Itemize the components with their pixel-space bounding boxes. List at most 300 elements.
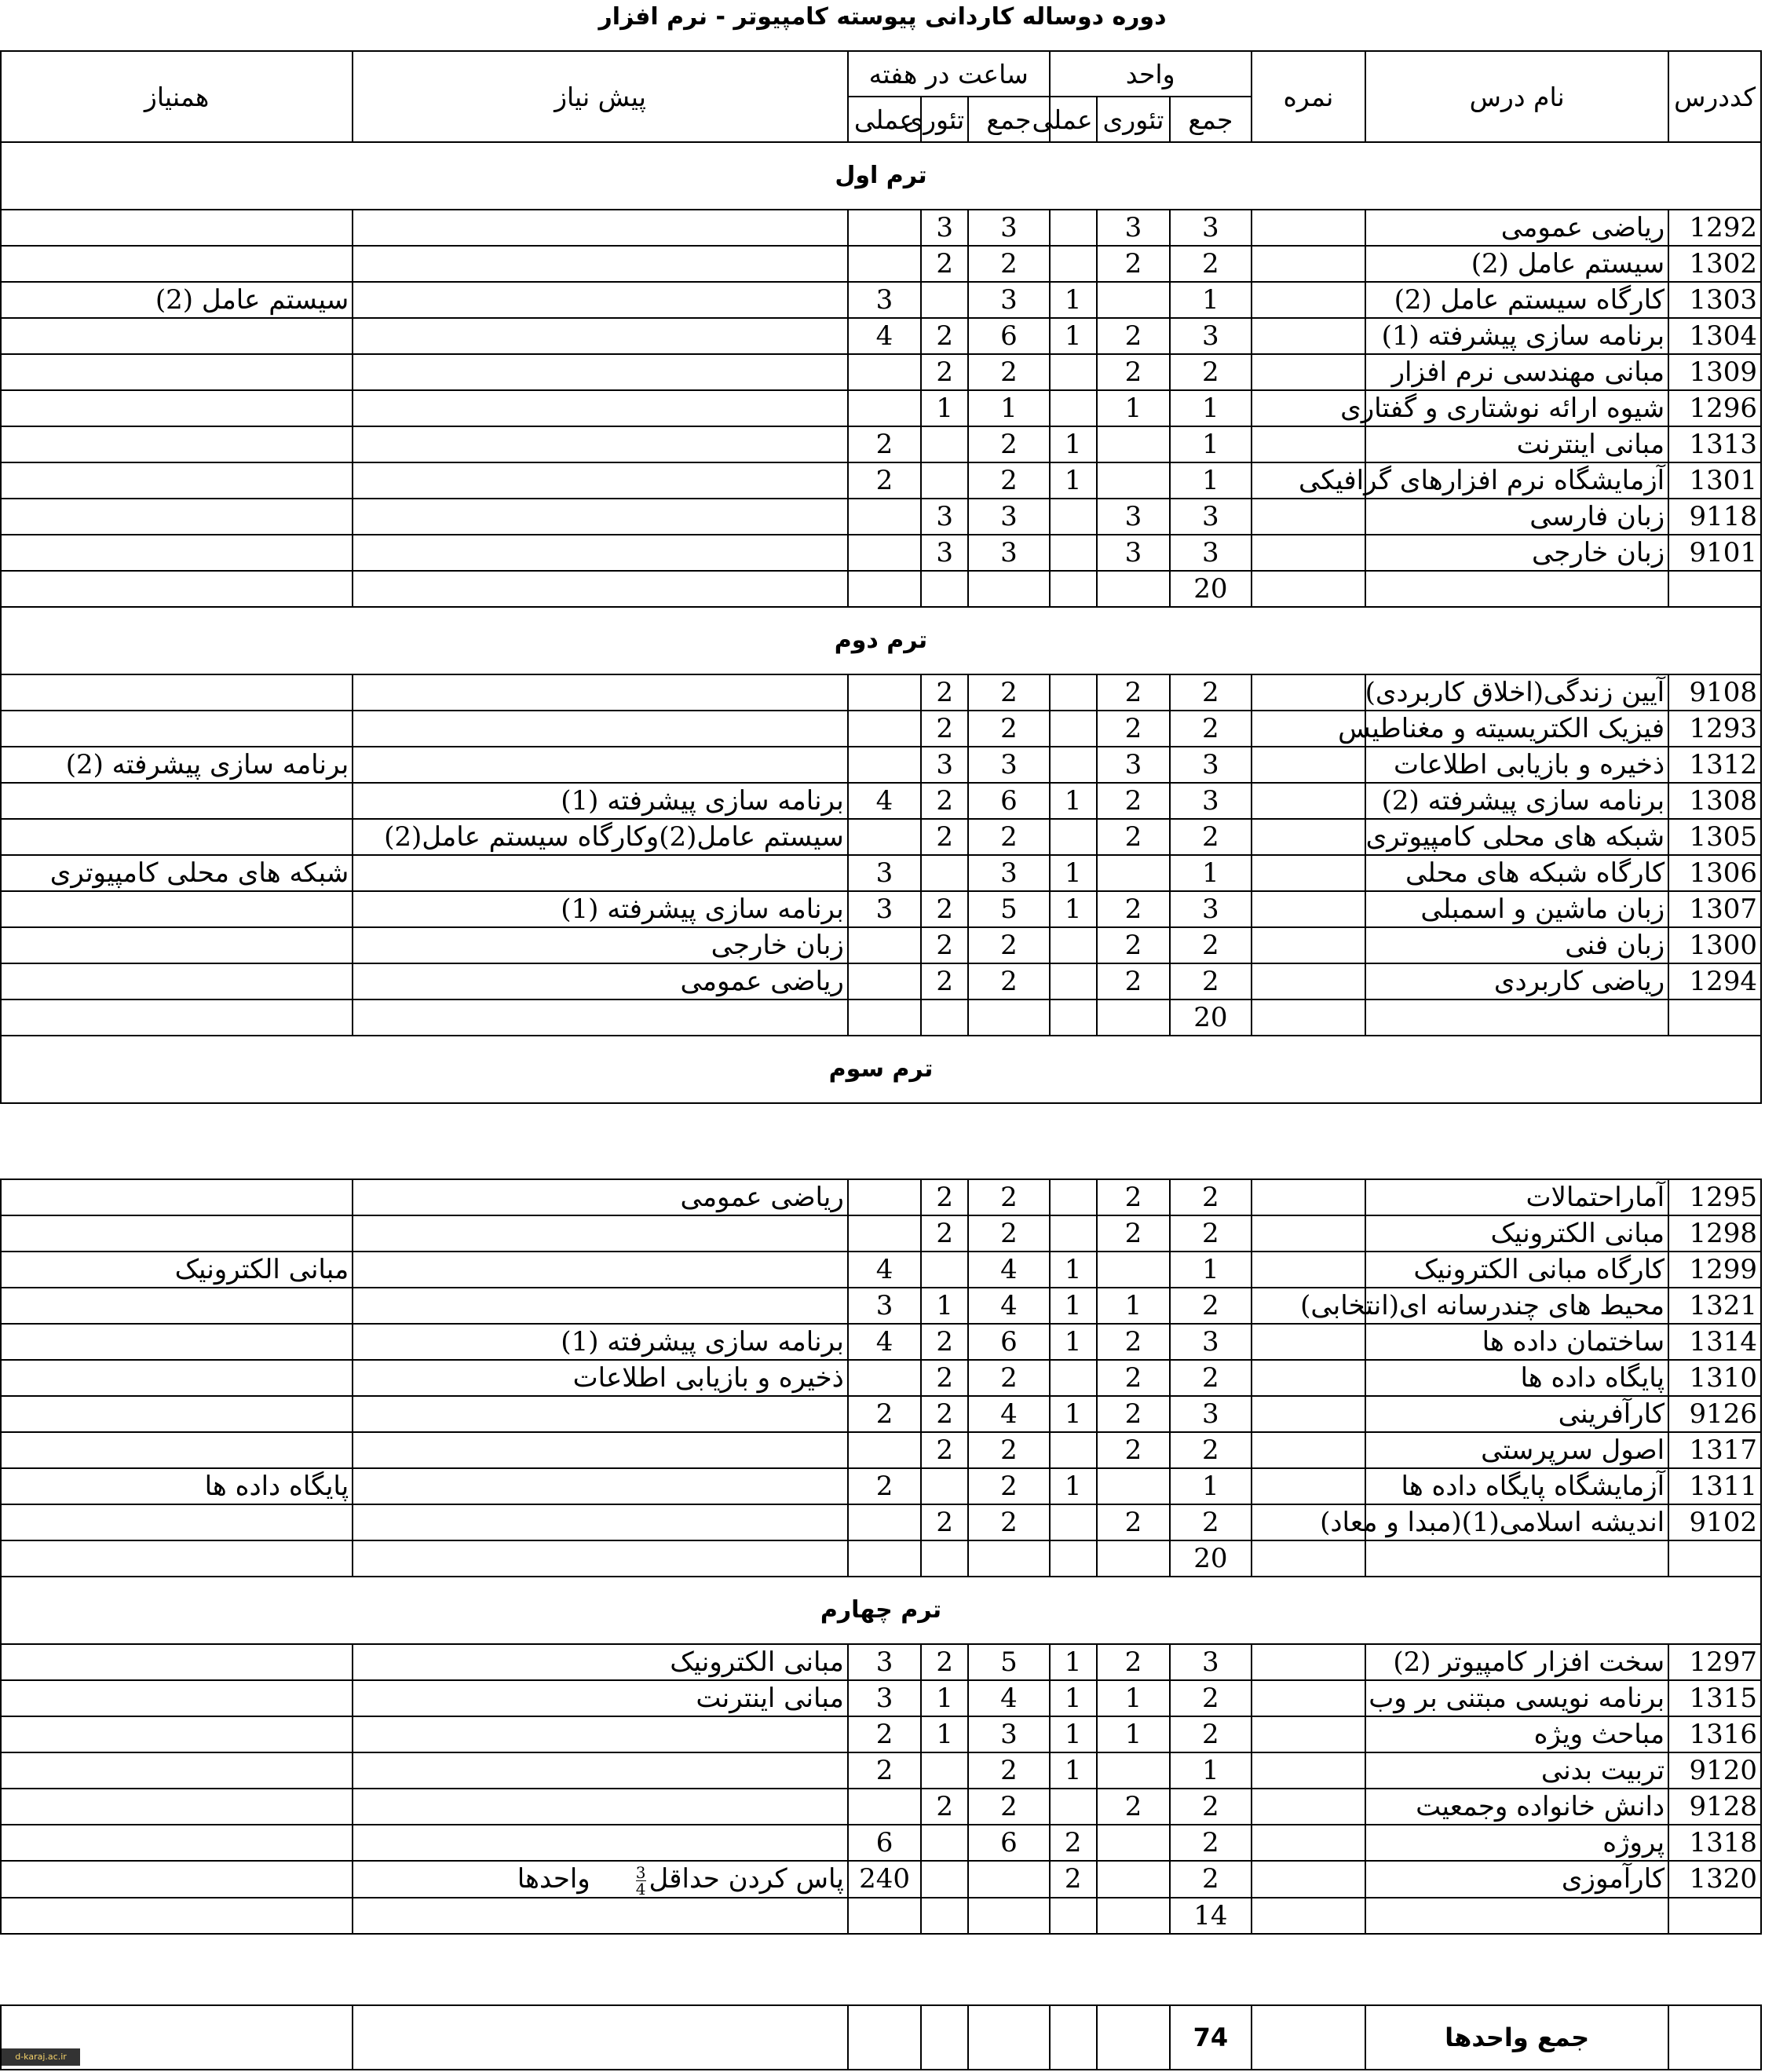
course-grade (1252, 1432, 1366, 1468)
term-header (1, 1577, 1761, 1644)
course-name: اصول سرپرستی (1365, 1432, 1668, 1468)
units-theory: 2 (1097, 819, 1170, 855)
hours-practical: 2 (848, 426, 921, 462)
hours-theory (921, 426, 968, 462)
hours-total: 2 (968, 1789, 1049, 1825)
course-prereq (353, 210, 848, 246)
hours-total: 4 (968, 1396, 1049, 1432)
course-coreq (1, 210, 353, 246)
table-row (1, 354, 1761, 390)
hours-theory (921, 1825, 968, 1861)
units-practical (1050, 1215, 1097, 1252)
units-theory: 2 (1097, 711, 1170, 747)
course-name: ریاضی کاربردی (1365, 963, 1668, 999)
term-title: ترم اول (1, 142, 1761, 210)
hours-theory: 2 (921, 1360, 968, 1396)
hours-total: 2 (968, 1215, 1049, 1252)
course-grade (1252, 855, 1366, 891)
course-code: 9108 (1668, 674, 1761, 711)
header-units: واحد (1050, 51, 1252, 97)
units-total: 2 (1170, 927, 1251, 963)
course-code: 1315 (1668, 1680, 1761, 1716)
course-name: ریاضی عمومی (1365, 210, 1668, 246)
course-prereq: برنامه سازی پیشرفته (1) (353, 783, 848, 819)
course-prereq: مبانی الکترونیک (353, 1644, 848, 1680)
hours-total: 5 (968, 891, 1049, 927)
table-row (1, 963, 1761, 999)
course-name: زبان فنی (1365, 927, 1668, 963)
hours-total: 2 (968, 246, 1049, 282)
course-prereq (353, 855, 848, 891)
hours-theory (921, 282, 968, 318)
units-theory (1097, 426, 1170, 462)
header-coreq: همنیاز (1, 51, 353, 142)
course-prereq (353, 1716, 848, 1752)
course-name: ساختمان داده ها (1365, 1324, 1668, 1360)
course-name: برنامه سازی پیشرفته (2) (1365, 783, 1668, 819)
units-total: 3 (1170, 1396, 1251, 1432)
table-row (1, 1288, 1761, 1324)
units-practical: 1 (1050, 891, 1097, 927)
units-theory: 2 (1097, 674, 1170, 711)
units-practical: 1 (1050, 426, 1097, 462)
course-coreq (1, 1861, 353, 1898)
table-row (1, 855, 1761, 891)
units-practical: 1 (1050, 1324, 1097, 1360)
table-row (1, 1252, 1761, 1288)
hours-total: 2 (968, 354, 1049, 390)
hours-theory: 2 (921, 354, 968, 390)
course-name: مبانی الکترونیک (1365, 1215, 1668, 1252)
curriculum-table-continued (0, 1179, 1762, 1935)
course-coreq (1, 354, 353, 390)
units-practical: 1 (1050, 783, 1097, 819)
hours-theory: 2 (921, 819, 968, 855)
course-name: مبانی مهندسی نرم افزار (1365, 354, 1668, 390)
units-theory (1097, 1752, 1170, 1789)
hours-practical: 3 (848, 1644, 921, 1680)
table-row (1, 246, 1761, 282)
units-total: 2 (1170, 1360, 1251, 1396)
header-code: کددرس (1668, 51, 1761, 142)
units-theory: 2 (1097, 1504, 1170, 1540)
units-total: 1 (1170, 855, 1251, 891)
units-practical (1050, 819, 1097, 855)
course-code: 9126 (1668, 1396, 1761, 1432)
units-practical (1050, 1179, 1097, 1215)
term-total-row (1, 1898, 1761, 1934)
units-total: 2 (1170, 1861, 1251, 1898)
course-coreq (1, 535, 353, 571)
units-total: 2 (1170, 674, 1251, 711)
hours-practical: 2 (848, 1716, 921, 1752)
hours-total: 3 (968, 747, 1049, 783)
hours-total: 2 (968, 1360, 1049, 1396)
units-theory: 2 (1097, 1396, 1170, 1432)
course-coreq: پایگاه داده ها (1, 1468, 353, 1504)
hours-practical: 3 (848, 1288, 921, 1324)
hours-practical: 240 (848, 1861, 921, 1898)
table-row (1, 1179, 1761, 1215)
header-hours: ساعت در هفته (848, 51, 1050, 97)
course-grade (1252, 674, 1366, 711)
hours-total: 6 (968, 1324, 1049, 1360)
course-code: 1302 (1668, 246, 1761, 282)
course-name: ذخیره و بازیابی اطلاعات (1365, 747, 1668, 783)
header-hours-theory: تئوری (921, 97, 968, 142)
units-total: 1 (1170, 282, 1251, 318)
hours-total: 2 (968, 963, 1049, 999)
course-grade (1252, 819, 1366, 855)
hours-practical (848, 1789, 921, 1825)
table-row (1, 1324, 1761, 1360)
hours-total: 2 (968, 711, 1049, 747)
course-code: 1305 (1668, 819, 1761, 855)
course-coreq (1, 1752, 353, 1789)
course-coreq (1, 1179, 353, 1215)
units-theory: 2 (1097, 1432, 1170, 1468)
course-grade (1252, 1716, 1366, 1752)
hours-total: 2 (968, 927, 1049, 963)
course-grade (1252, 1825, 1366, 1861)
hours-theory: 2 (921, 711, 968, 747)
course-code: 1314 (1668, 1324, 1761, 1360)
units-total: 2 (1170, 1716, 1251, 1752)
hours-practical (848, 354, 921, 390)
course-coreq (1, 499, 353, 535)
course-prereq: ذخیره و بازیابی اطلاعات (353, 1360, 848, 1396)
course-grade (1252, 927, 1366, 963)
course-code: 9101 (1668, 535, 1761, 571)
course-code: 1301 (1668, 462, 1761, 499)
units-practical (1050, 390, 1097, 426)
units-total: 3 (1170, 318, 1251, 354)
course-name: سخت افزار کامپیوتر (2) (1365, 1644, 1668, 1680)
term-header (1, 1036, 1761, 1103)
course-coreq (1, 927, 353, 963)
course-name: سیستم عامل (2) (1365, 246, 1668, 282)
units-theory: 2 (1097, 1360, 1170, 1396)
units-theory: 3 (1097, 747, 1170, 783)
units-practical: 1 (1050, 855, 1097, 891)
course-coreq (1, 318, 353, 354)
course-code: 1297 (1668, 1644, 1761, 1680)
hours-theory: 3 (921, 499, 968, 535)
course-prereq (353, 426, 848, 462)
page-title: دوره دوساله کاردانی پیوسته کامپیوتر - نرم افزار (598, 3, 1167, 31)
course-prereq (353, 1252, 848, 1288)
units-total: 3 (1170, 747, 1251, 783)
hours-theory (921, 1468, 968, 1504)
table-row (1, 747, 1761, 783)
course-code: 1318 (1668, 1825, 1761, 1861)
hours-practical (848, 210, 921, 246)
term-total-units: 20 (1170, 1540, 1251, 1577)
course-coreq (1, 1360, 353, 1396)
hours-practical (848, 819, 921, 855)
course-grade (1252, 535, 1366, 571)
hours-practical (848, 1179, 921, 1215)
course-name: مبانی اینترنت (1365, 426, 1668, 462)
hours-total: 2 (968, 1432, 1049, 1468)
table-row (1, 891, 1761, 927)
course-coreq (1, 1680, 353, 1716)
course-name: زبان خارجی (1365, 535, 1668, 571)
hours-practical: 4 (848, 1324, 921, 1360)
course-code: 1299 (1668, 1252, 1761, 1288)
course-prereq (353, 1468, 848, 1504)
hours-theory: 2 (921, 1432, 968, 1468)
units-practical: 1 (1050, 1716, 1097, 1752)
term-header (1, 607, 1761, 674)
table-row (1, 1716, 1761, 1752)
summary-label: جمع واحدها (1365, 2005, 1668, 2070)
course-prereq: ریاضی عمومی (353, 963, 848, 999)
table-row (1, 499, 1761, 535)
course-grade (1252, 1252, 1366, 1288)
course-code: 1316 (1668, 1716, 1761, 1752)
hours-practical: 2 (848, 462, 921, 499)
units-theory: 2 (1097, 1644, 1170, 1680)
course-name: کارگاه شبکه های محلی (1365, 855, 1668, 891)
hours-total: 3 (968, 282, 1049, 318)
hours-theory: 1 (921, 1680, 968, 1716)
hours-total: 1 (968, 390, 1049, 426)
units-practical (1050, 1504, 1097, 1540)
site-watermark: d-karaj.ac.ir (2, 2048, 80, 2066)
course-prereq (353, 1825, 848, 1861)
table-row (1, 1825, 1761, 1861)
term-total-row (1, 571, 1761, 607)
course-name: کارگاه مبانی الکترونیک (1365, 1252, 1668, 1288)
hours-total: 6 (968, 783, 1049, 819)
course-prereq (353, 1215, 848, 1252)
course-name: پروژه (1365, 1825, 1668, 1861)
table-row (1, 390, 1761, 426)
units-total: 2 (1170, 1288, 1251, 1324)
course-code: 1310 (1668, 1360, 1761, 1396)
course-prereq (353, 318, 848, 354)
course-coreq: برنامه سازی پیشرفته (2) (1, 747, 353, 783)
hours-total: 4 (968, 1288, 1049, 1324)
hours-practical (848, 747, 921, 783)
hours-total: 4 (968, 1252, 1049, 1288)
header-grade: نمره (1252, 51, 1366, 142)
units-practical (1050, 1789, 1097, 1825)
course-coreq: سیستم عامل (2) (1, 282, 353, 318)
hours-practical (848, 711, 921, 747)
units-total: 2 (1170, 963, 1251, 999)
course-grade (1252, 1861, 1366, 1898)
course-grade (1252, 1179, 1366, 1215)
hours-total: 2 (968, 1752, 1049, 1789)
course-grade (1252, 499, 1366, 535)
course-grade (1252, 1680, 1366, 1716)
units-total: 2 (1170, 1504, 1251, 1540)
units-total: 2 (1170, 819, 1251, 855)
course-coreq (1, 891, 353, 927)
term-title: ترم سوم (1, 1036, 1761, 1103)
hours-theory: 3 (921, 747, 968, 783)
course-code: 9120 (1668, 1752, 1761, 1789)
units-theory: 1 (1097, 1680, 1170, 1716)
course-coreq (1, 246, 353, 282)
units-practical (1050, 246, 1097, 282)
course-prereq (353, 1789, 848, 1825)
hours-theory: 2 (921, 963, 968, 999)
course-name: دانش خانواده وجمعیت (1365, 1789, 1668, 1825)
table-row (1, 462, 1761, 499)
units-theory (1097, 282, 1170, 318)
course-grade (1252, 1789, 1366, 1825)
course-code: 1300 (1668, 927, 1761, 963)
table-row (1, 1432, 1761, 1468)
units-practical: 2 (1050, 1861, 1097, 1898)
hours-total: 3 (968, 855, 1049, 891)
units-total: 2 (1170, 1789, 1251, 1825)
hours-total: 3 (968, 210, 1049, 246)
course-code: 1298 (1668, 1215, 1761, 1252)
units-theory (1097, 1861, 1170, 1898)
course-prereq (353, 1504, 848, 1540)
course-name: تربیت بدنی (1365, 1752, 1668, 1789)
course-coreq (1, 963, 353, 999)
units-practical: 1 (1050, 318, 1097, 354)
units-practical (1050, 1432, 1097, 1468)
hours-theory (921, 462, 968, 499)
course-prereq: برنامه سازی پیشرفته (1) (353, 891, 848, 927)
units-practical (1050, 1360, 1097, 1396)
units-theory (1097, 1468, 1170, 1504)
course-code: 9102 (1668, 1504, 1761, 1540)
table-row (1, 318, 1761, 354)
hours-practical: 3 (848, 855, 921, 891)
table-row (1, 1396, 1761, 1432)
units-total: 3 (1170, 1324, 1251, 1360)
course-coreq (1, 1396, 353, 1432)
units-theory: 2 (1097, 1179, 1170, 1215)
course-name: آیین زندگی(اخلاق کاربردی) (1365, 674, 1668, 711)
units-theory: 2 (1097, 246, 1170, 282)
course-prereq (353, 1288, 848, 1324)
course-prereq (353, 711, 848, 747)
units-total: 1 (1170, 426, 1251, 462)
hours-total: 2 (968, 819, 1049, 855)
units-total: 2 (1170, 354, 1251, 390)
course-grade (1252, 747, 1366, 783)
table-row (1, 282, 1761, 318)
hours-theory: 2 (921, 1179, 968, 1215)
units-total: 3 (1170, 1644, 1251, 1680)
fraction (635, 1862, 646, 1898)
course-coreq (1, 1716, 353, 1752)
course-name: آزمایشگاه نرم افزارهای گرافیکی (1365, 462, 1668, 499)
course-name: فیزیک الکتریسیته و مغناطیس (1365, 711, 1668, 747)
course-code: 1292 (1668, 210, 1761, 246)
course-prereq: ریاضی عمومی (353, 1179, 848, 1215)
course-code: 1296 (1668, 390, 1761, 426)
course-coreq (1, 1504, 353, 1540)
course-prereq (353, 1752, 848, 1789)
header-units-practical: عملی (1050, 97, 1097, 142)
header-prereq: پیش نیاز (353, 51, 848, 142)
course-grade (1252, 354, 1366, 390)
hours-theory: 1 (921, 390, 968, 426)
header-units-theory: تئوری (1097, 97, 1170, 142)
units-total: 1 (1170, 390, 1251, 426)
course-code: 1311 (1668, 1468, 1761, 1504)
table-row (1, 1215, 1761, 1252)
course-coreq (1, 1432, 353, 1468)
course-prereq (353, 747, 848, 783)
course-grade (1252, 1396, 1366, 1432)
units-total: 2 (1170, 1432, 1251, 1468)
course-grade (1252, 282, 1366, 318)
table-row (1, 819, 1761, 855)
prereq-text: پاس کردن حداقل (649, 1863, 844, 1895)
units-practical (1050, 711, 1097, 747)
hours-total: 2 (968, 426, 1049, 462)
course-code: 1307 (1668, 891, 1761, 927)
table-row (1, 1468, 1761, 1504)
hours-practical: 2 (848, 1752, 921, 1789)
course-name: شیوه ارائه نوشتاری و گفتاری (1365, 390, 1668, 426)
course-prereq (353, 1396, 848, 1432)
course-code: 1312 (1668, 747, 1761, 783)
course-prereq (353, 535, 848, 571)
hours-theory: 2 (921, 1789, 968, 1825)
units-practical: 1 (1050, 282, 1097, 318)
hours-theory: 2 (921, 246, 968, 282)
table-row (1, 711, 1761, 747)
term-total-row (1, 1540, 1761, 1577)
hours-practical (848, 1432, 921, 1468)
term-total-units: 20 (1170, 999, 1251, 1036)
units-practical (1050, 210, 1097, 246)
course-grade (1252, 1215, 1366, 1252)
units-practical: 1 (1050, 1468, 1097, 1504)
table-row (1, 210, 1761, 246)
hours-theory: 1 (921, 1716, 968, 1752)
hours-practical (848, 390, 921, 426)
hours-total: 2 (968, 674, 1049, 711)
course-prereq (353, 499, 848, 535)
course-grade (1252, 210, 1366, 246)
course-name: آزمایشگاه پایگاه داده ها (1365, 1468, 1668, 1504)
course-prereq (353, 390, 848, 426)
units-theory (1097, 462, 1170, 499)
table-row (1, 674, 1761, 711)
course-code: 1313 (1668, 426, 1761, 462)
course-name: آماراحتمالات (1365, 1179, 1668, 1215)
course-prereq (353, 354, 848, 390)
hours-theory (921, 1752, 968, 1789)
hours-theory: 1 (921, 1288, 968, 1324)
course-coreq (1, 1324, 353, 1360)
units-theory: 1 (1097, 1288, 1170, 1324)
units-theory: 2 (1097, 783, 1170, 819)
course-grade (1252, 426, 1366, 462)
units-theory (1097, 1825, 1170, 1861)
hours-theory: 2 (921, 318, 968, 354)
units-theory: 3 (1097, 210, 1170, 246)
term-total-units: 20 (1170, 571, 1251, 607)
units-theory: 1 (1097, 390, 1170, 426)
course-coreq (1, 1644, 353, 1680)
units-theory: 2 (1097, 1324, 1170, 1360)
course-coreq (1, 783, 353, 819)
course-grade (1252, 963, 1366, 999)
